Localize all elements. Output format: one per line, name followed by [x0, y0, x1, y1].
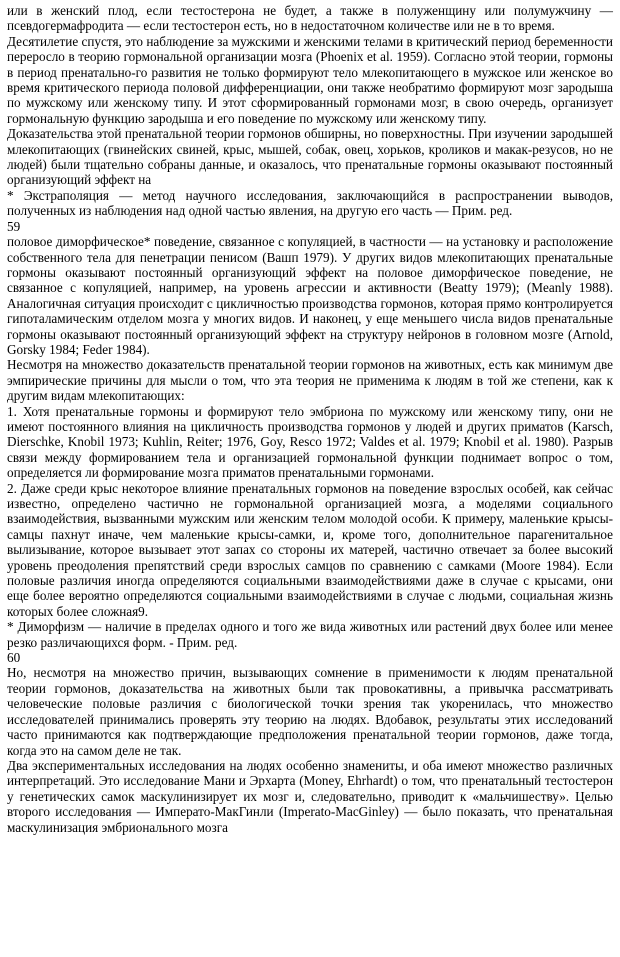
body-paragraph: Доказательства этой пренатальной теории гормонов обширны, но поверхностны. При изучении зародышей млекопитающих (гвинейских свиней, крыс, мышей, собак, овец, хорьков, кроликов и макак-резусов, но не людей) были тщательно собраны данные, и оказалось, что пренатальные гормоны оказывают постоянный организующий эффект на [7, 126, 613, 188]
body-paragraph: Два экспериментальных исследования на людях особенно знамениты, и оба имеют множество различных интерпретаций. Это исследование Мани и Эрхарта (Money, Ehrhardt) о том, что пренатальный тестостерон у генетических самок маскулинизирует их мозг и, следовательно, приводит к «мальчишеству». Целью второго исследования — Императо-МакГинли (Imperato-MacGinley) — было показать, что пренатальная маскулинизация эмбрионального мозга [7, 757, 613, 835]
body-paragraph: или в женский плод, если тестостерона не будет, а также в полуженщину или полумужчину — псевдогермафродита — если тестостерон есть, но в недостаточном количестве или не в то время. [7, 3, 613, 34]
body-paragraph: Несмотря на множество доказательств пренатальной теории гормонов на животных, есть как минимум две эмпирические причины для мысли о том, что эта теория не применима к людям в той же степени, как к другим видам млекопитающих: [7, 357, 613, 404]
body-paragraph: половое диморфическое* поведение, связанное с копуляцией, в частности — на установку и расположение собственного тела для пенетрации пенисом (Вашп 1979). У других видов млекопитающих пренатальные гормоны оказывают постоянный организующий эффект на половое диморфическое поведение, не связанное с копуляцией, например, на уровень агрессии и активности (Beatty 1979); (Meanly 1988). Аналогичная ситуация происходит с цикличностью производства гормонов, которая прямо контролируется гипоталамическим отделом мозга у многих видов. И наконец, у еще меньшего числа видов пренатальные гормоны оказывают постоянный организующий эффект на структуру нейронов в головном мозге (Arnold, Gorsky 1984; Feder 1984). [7, 234, 613, 357]
page-number: 59 [7, 218, 21, 234]
footnote: * Экстраполяция — метод научного исследования, заключающийся в распространении выводов, полученных из наблюдения над одной частью явления, на другую его часть — Прим. ред. [7, 187, 613, 219]
footnote: * Диморфизм — наличие в пределах одного и того же вида животных или растений двух более или менее резко различающихся форм. - Прим. ред. [7, 619, 613, 650]
body-paragraph: Десятилетие спустя, это наблюдение за мужскими и женскими телами в критический период беременности переросло в теорию гормональной организации мозга (Phoenix et al. 1959). Согласно этой теории, гормоны в период пренатально-го развития не только формируют тело млекопитающего в мужское или женское во время критического периода половой дифференциации, они также необратимо формируют мозг зародыша по мужскому или женскому типу. И этот сформированный гормонами мозг, в свою очередь, организует гормональную функцию зародыша и его поведение по мужскому или женскому типу. [7, 33, 613, 126]
numbered-list-item: 1. Хотя пренатальные гормоны и формируют тело эмбриона по мужскому или женскому типу, они не имеют постоянного влияния на цикличность производства гормонов у людей и других приматов (Karsch, Dierschke, Knobil 1973; Kuhlin, Reiter; 1976, Goy, Resco 1972; Valdes et al. 1979; Knobil et al. 1980). Разрыв связи между формированием тела и организацией гормональной функции поднимает вопрос о том, определяется ли формирование мозга приматов пренатальными гормонами. [7, 403, 613, 481]
body-paragraph: Но, несмотря на множество причин, вызывающих сомнение в применимости к людям пренатальной теории гормонов, доказательства на животных были так провокативны, а привычка рассматривать человеческие половые различия с биологической точки зрения так укоренилась, что множество исследователей принимались проверять эту теорию на людях. Вдобавок, результаты этих исследований часто принимаются как подтверждающие предположения пренатальной теории гормонов, даже тогда, когда это на самом деле не так. [7, 665, 613, 758]
page-number: 60 [7, 650, 21, 666]
numbered-list-item: 2. Даже среди крыс некоторое влияние пренатальных гормонов на поведение взрослых особей, как сейчас известно, определено частично не гормональной организацией мозга, а моделями социального взаимодействия, вызванными мужским или женским телом молодой особи. К примеру, маленькие крысы-самцы пахнут иначе, чем маленькие крысы-самки, и, кроме того, дополнительное парагенитальное вылизывание, которое вызывает этот запах со стороны их матерей, частично отвечает за более высокий уровень преодоления препятствий среди взрослых самцов по сравнению с самками (Moore 1984). Если половые различия иногда определяются социальными взаимодействиями даже в случае с крысами, они еще более вероятно определяются социальными взаимодействиями в случае с людьми, социальная жизнь которых более сложная9. [7, 480, 613, 619]
